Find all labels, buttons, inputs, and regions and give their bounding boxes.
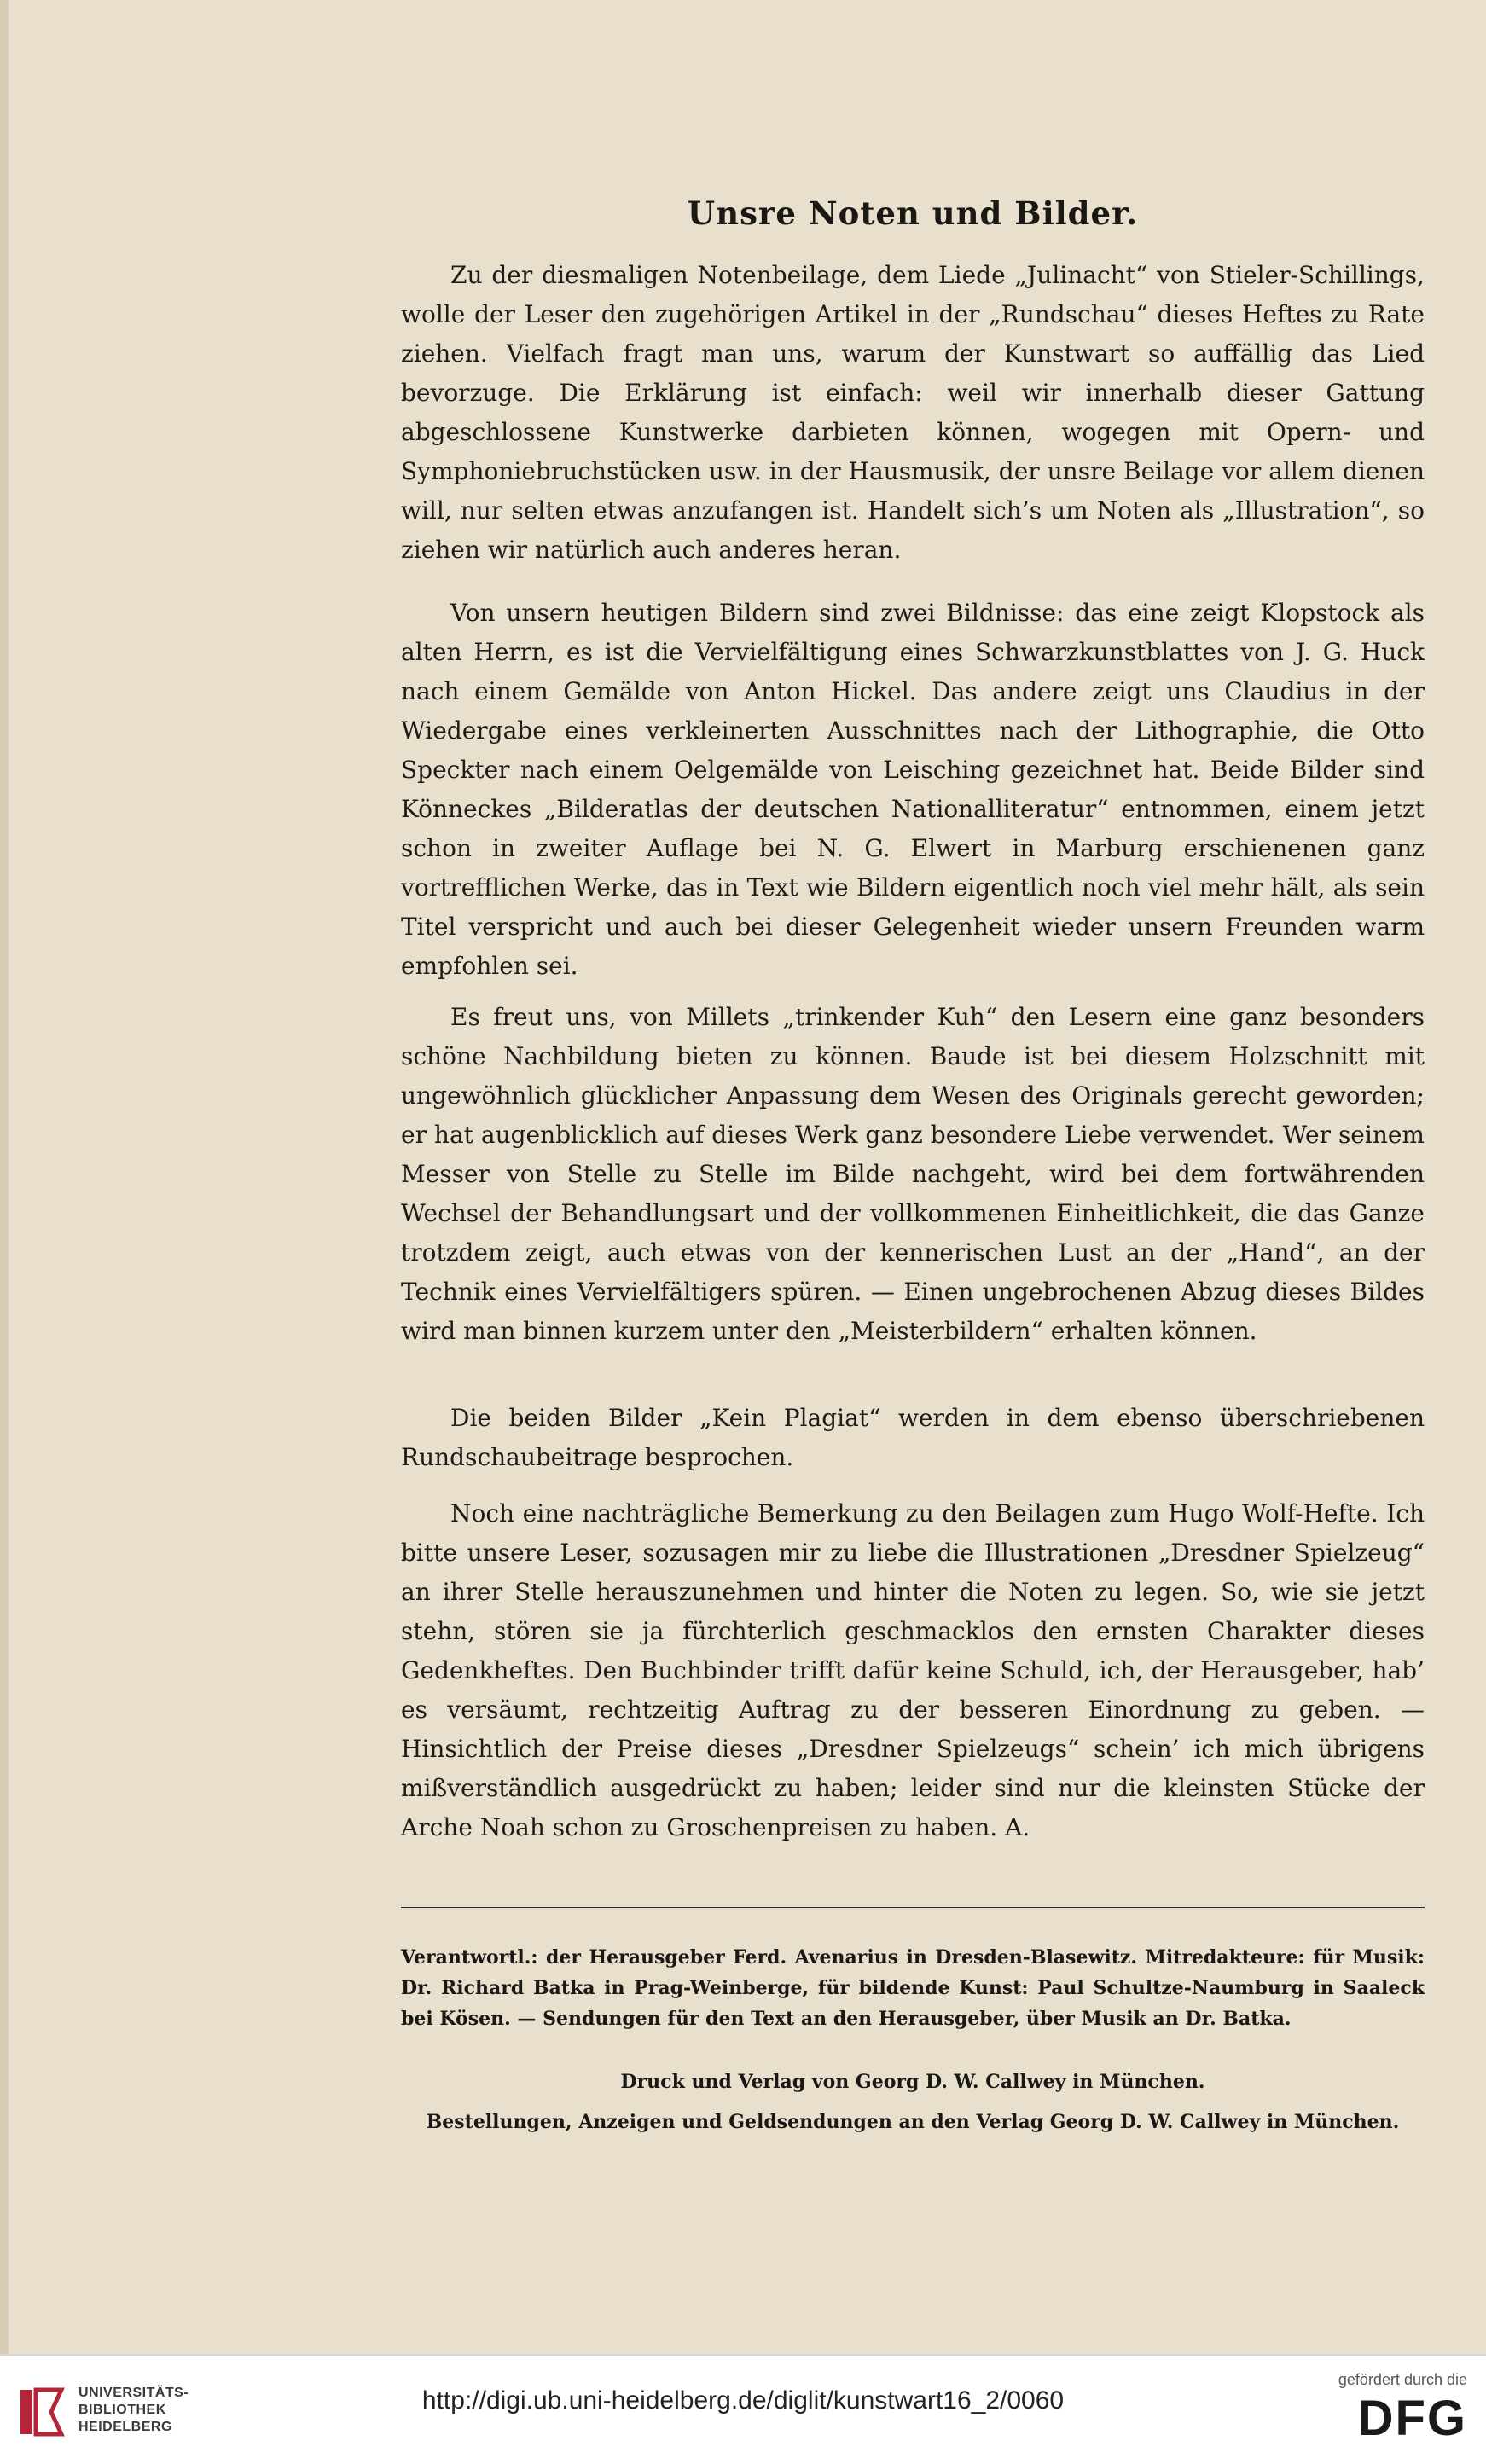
scan-edge	[0, 0, 9, 2354]
funder-label: gefördert durch die	[1338, 2371, 1467, 2388]
dfg-logo: DFG	[1357, 2391, 1467, 2446]
imprint-divider	[401, 1907, 1425, 1910]
permalink-url[interactable]: http://digi.ub.uni-heidelberg.de/diglit/kunstwart16_2/0060	[421, 2386, 1065, 2415]
funder-badge[interactable]	[1297, 2371, 1467, 2445]
logo-line: UNIVERSITÄTS-	[78, 2386, 189, 2400]
viewer-footer	[0, 2354, 1486, 2464]
paragraph-hugo-wolf: Noch eine nachträgliche Bemerkung zu den Beilagen zum Hugo Wolf-Hefte. Ich bitte unsere Leser, sozusagen mir zu liebe die Illustrationen „Dresdner Spielzeug“ an ihrer Stelle herauszunehmen und hinter die Noten zu legen. So, wie sie jetzt stehn, stören sie ja fürchterlich geschmacklos den ernsten Charakter dieses Gedenkheftes. Den Buchbinder trifft dafür keine Schuld, ich, der Herausgeber, hab’ es versäumt, rechtzeitig Auftrag zu der besseren Einordnung zu geben. — Hinsichtlich der Preise dieses „Dresdner Spielzeugs“ schein’ ich mich übrigens mißverständlich ausgedrückt zu haben; leider sind nur die kleinsten Stücke der Arche Noah schon zu Groschenpreisen zu haben. A.	[401, 1499, 1425, 1841]
logo-line: HEIDELBERG	[78, 2420, 172, 2434]
imprint-orders: Bestellungen, Anzeigen und Geldsendungen an den Verlag Georg D. W. Callwey in München.	[426, 2111, 1400, 2133]
paragraph-millet: Es freut uns, von Millets „trinkender Kuh“ den Lesern eine ganz besonders schöne Nachbildung bieten zu können. Baude ist bei diesem Holzschnitt mit ungewöhnlich glücklicher Anpassung dem Wesen des Originals gerecht geworden; er hat augenblicklich auf dieses Werk ganz besondere Liebe verwendet. Wer seinem Messer von Stelle zu Stelle im Bilde nachgeht, wird bei dem fortwährenden Wechsel der Behandlungsart und der vollkommenen Einheitlichkeit, die das Ganze trotzdem zeigt, auch etwas von der kennerischen Lust an der „Hand“, an der Technik eines Vervielfältigers spüren. — Einen ungebrochenen Abzug dieses Bildes wird man binnen kurzem unter den „Meisterbildern“ erhalten können.	[401, 1003, 1425, 1345]
paragraph-bildnisse: Von unsern heutigen Bildern sind zwei Bildnisse: das eine zeigt Klopstock als alten Herrn, es ist die Vervielfältigung eines Schwarzkunstblattes von J. G. Huck nach einem Gemälde von Anton Hickel. Das andere zeigt uns Claudius in der Wiedergabe eines verkleinerten Ausschnittes nach der Lithographie, die Otto Speckter nach einem Oelgemälde von Leisching gezeichnet hat. Beide Bilder sind Könneckes „Bilderatlas der deutschen Nationalliteratur“ entnommen, einem jetzt schon in zweiter Auflage bei N. G. Elwert in Marburg erschienenen ganz vortrefflichen Werke, das in Text wie Bildern eigentlich noch viel mehr hält, als sein Titel verspricht und auch bei dieser Gelegenheit wieder unsern Freunden warm empfohlen sei.	[401, 599, 1425, 980]
imprint-editors: Verantwortl.: der Herausgeber Ferd. Avenarius in Dresden-Blasewitz. Mitredakteure: für Musik: Dr. Richard Batka in Prag-Weinberge, für bildende Kunst: Paul Schultze-Naumburg in Saaleck bei Kösen. — Sendungen für den Text an den Herausgeber, über Musik an Dr. Batka.	[401, 1946, 1425, 2030]
paragraph-notenbeilage: Zu der diesmaligen Notenbeilage, dem Liede „Julinacht“ von Stieler-Schillings, wolle der Leser den zugehörigen Artikel in der „Rundschau“ dieses Heftes zu Rate ziehen. Vielfach fragt man uns, warum der Kunstwart so auffällig das Lied bevorzuge. Die Erklärung ist einfach: weil wir innerhalb dieser Gattung abgeschlossene Kunstwerke darbieten können, wogegen mit Opern- und Symphoniebruchstücken usw. in der Hausmusik, der unsre Beilage vor allem dienen will, nur selten etwas anzufangen ist. Handelt sich’s um Noten als „Illustration“, so ziehen wir natürlich auch anderes heran.	[401, 261, 1425, 564]
imprint-publisher: Druck und Verlag von Georg D. W. Callwey in München.	[620, 2071, 1205, 2093]
logo-line: BIBLIOTHEK	[78, 2403, 166, 2417]
paragraph-kein-plagiat: Die beiden Bilder „Kein Plagiat“ werden in dem ebenso überschriebenen Rundschaubeitrage besprochen.	[401, 1404, 1425, 1471]
article-title: Unsre Noten und Bilder.	[687, 194, 1139, 232]
